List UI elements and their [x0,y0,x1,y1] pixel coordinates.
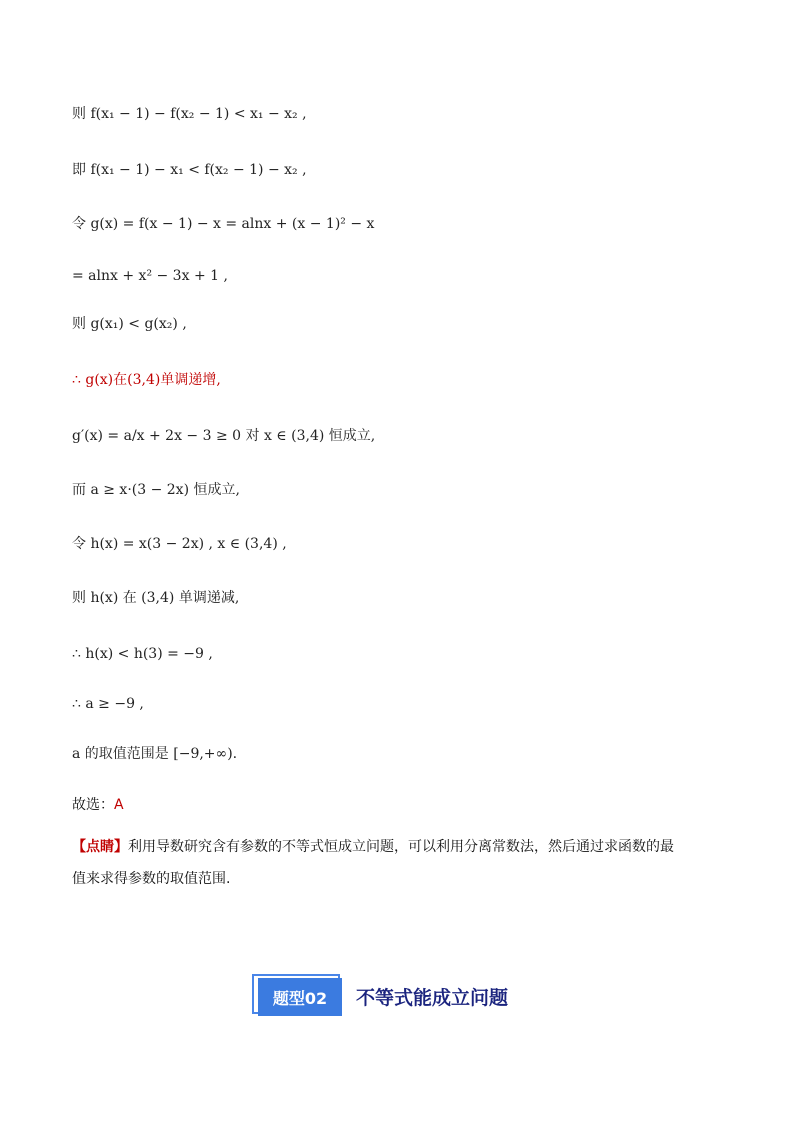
comment-text-2: 值来求得参数的取值范围. [72,871,231,887]
solution-line: ∴ a ≥ −9 , [72,696,144,712]
solution-line: 则 h(x) 在 (3,4) 单调递减, [72,590,240,606]
answer-choice: A [114,797,124,813]
comment-text-1: 利用导数研究含有参数的不等式恒成立问题，可以利用分离常数法，然后通过求函数的最 [128,839,674,855]
comment-line-1 [72,832,674,862]
solution-line: 令 g(x) = f(x − 1) − x = alnx + (x − 1)² − x [72,216,375,232]
solution-line: 而 a ≥ x·(3 − 2x) 恒成立, [72,482,240,498]
section-title: 不等式能成立问题 [356,986,509,1009]
badge-label: 题型02 [258,978,342,1016]
solution-line: = alnx + x² − 3x + 1 , [72,268,228,284]
solution-line: 令 h(x) = x(3 − 2x) , x ∈ (3,4) , [72,536,287,552]
section-badge [252,974,344,1018]
comment-line-2 [72,864,230,894]
comment-tag: 【点睛】 [72,839,128,855]
answer-label: 故选： [72,797,114,813]
solution-line: ∴ h(x) < h(3) = −9 , [72,646,213,662]
section-heading [252,974,508,1018]
solution-line: 则 f(x₁ − 1) − f(x₂ − 1) < x₁ − x₂ , [72,106,307,122]
answer-line [72,790,124,820]
solution-line: 则 g(x₁) < g(x₂) , [72,316,187,332]
solution-line: ∴ g(x)在(3,4)单调递增, [72,372,221,388]
solution-line: g′(x) = a/x + 2x − 3 ≥ 0 对 x ∈ (3,4) 恒成立, [72,428,376,444]
solution-line: 即 f(x₁ − 1) − x₁ < f(x₂ − 1) − x₂ , [72,162,307,178]
solution-line: a 的取值范围是 [−9,+∞). [72,746,238,762]
